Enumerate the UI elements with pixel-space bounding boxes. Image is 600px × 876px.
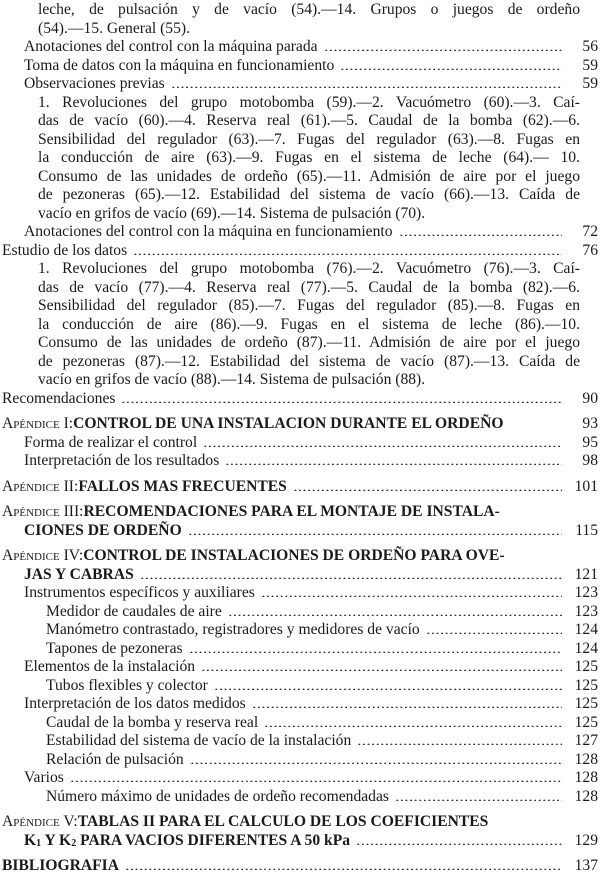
appendix-line [0,547,598,566]
appendix-label: Apéndice II: [2,477,79,495]
appendix-line [0,415,598,434]
page-number: 56 [582,38,598,55]
dot-leader [340,60,562,70]
page-number: 121 [574,565,598,583]
summary-line: de pezoneras (65).—12. Estabilidad del sistema de vacío (66).—13. Caída de [38,186,580,203]
dot-leader [201,661,562,671]
appendix-title: TABLAS II PARA EL CALCULO DE LOS COEFICIENTES [77,813,489,830]
appendix-label: Apéndice V: [2,813,78,830]
toc-entry[interactable] [0,769,598,788]
appendix-label: Apéndice IV: [2,547,84,564]
page-number: 115 [575,521,598,539]
dot-leader [133,245,562,255]
toc-entry[interactable] [0,584,598,603]
dot-leader [261,587,562,597]
page-number: 124 [574,621,598,638]
summary-line: Sensibilidad del regulador (85).—7. Fugas del regulador (85).—8. Fugas en [38,297,580,314]
toc-entry[interactable] [0,75,598,94]
page-number: 129 [574,831,598,849]
summary-line: Sensibilidad del regulador (63).—7. Fugas del regulador (63).—8. Fugas en [38,130,580,148]
entry-title: Estudio de los datos [2,241,128,259]
entry-title: Interpretación de los datos medidos [24,695,246,712]
toc-appendix[interactable] [0,503,598,540]
summary-line: 1. Revoluciones del grupo motobomba (76).—2. Vacuómetro (76).—3. Caí- [38,260,580,277]
summary-line: la conducción de aire (63).—9. Fugas en el sistema de leche (64).— 10. [38,149,580,166]
page-number: 128 [574,769,598,786]
toc-entry[interactable] [0,603,598,622]
dot-leader [121,393,562,403]
page-number: 137 [574,857,598,874]
section-title: BIBLIOGRAFIA [2,857,119,874]
entry-title: Elementos de la instalación [24,658,196,675]
toc-entry[interactable] [0,677,598,696]
appendix-title: $K_1$ Y $K_2$ PARA VACIOS DIFERENTES A 50 kPa [24,831,351,849]
toc-section[interactable] [0,857,598,876]
toc-entry[interactable] [0,640,598,659]
dot-leader [70,772,562,782]
summary-line: vacío en grifos de vacío (69).—14. Sistema de pulsación (70). [38,204,426,222]
appendix-line [0,478,598,497]
page-number: 93 [582,415,598,432]
entry-title: Forma de realizar el control [24,433,198,451]
toc-entry[interactable] [0,788,598,807]
entry-title: Manómetro contrastado, registradores y medidores de vacío [46,621,420,638]
dot-leader [125,860,562,870]
dot-leader [225,455,562,465]
summary-line: 1. Revoluciones del grupo motobomba (59).—2. Vacuómetro (60).—3. Caí- [38,93,580,111]
page-number: 128 [574,787,598,805]
toc-entry[interactable] [0,732,598,751]
dot-leader [140,569,562,579]
appendix-title: FALLOS MAS FRECUENTES [78,477,287,495]
entry-title: Interpretación de los resultados [24,452,220,469]
dot-leader [324,41,562,51]
appendix-line [0,566,598,585]
appendix-title: JAS Y CABRAS [24,565,134,583]
page-number: 98 [582,452,598,469]
toc-appendix[interactable] [0,415,598,434]
page-number: 128 [574,750,598,768]
summary-line: leche, de pulsación y de vacío (54).—14. Grupos o juegos de ordeño [38,1,580,18]
dot-leader [214,680,562,690]
entry-title: Recomendaciones [2,389,116,407]
entry-title: Caudal de la bomba y reserva real [46,713,259,731]
page-number: 76 [582,241,598,259]
entry-title: Observaciones previas [24,75,165,92]
entry-title: Instrumentos específicos y auxiliares [24,584,255,601]
toc-summary-paragraph [0,94,598,224]
dot-leader [356,835,562,845]
page-number: 124 [574,639,598,657]
appendix-line [0,503,598,522]
page-number: 127 [574,732,598,749]
page-number: 123 [574,602,598,620]
toc-entry[interactable] [0,658,598,677]
toc-entry[interactable] [0,751,598,770]
toc-entry[interactable] [0,390,598,409]
toc-entry[interactable] [0,695,598,714]
page-number: 59 [582,75,598,92]
toc-summary-paragraph [0,1,598,38]
toc-entry[interactable] [0,57,598,76]
entry-title: Tapones de pezoneras [46,639,183,657]
appendix-label: Apéndice III: [2,503,84,520]
summary-line: Consumo de las unidades de ordeño (87).—11. Admisión de aire por el juego [38,334,580,351]
dot-leader [188,525,562,535]
dot-leader [395,791,562,801]
toc-entry[interactable] [0,714,598,733]
toc-entry[interactable] [0,452,598,471]
appendix-line [0,813,598,832]
dot-leader [293,481,562,491]
summary-line: la conducción de aire (86).—9. Fugas en el sistema de leche (86).—10. [38,315,580,333]
page-number: 72 [582,223,598,240]
page-number: 125 [574,658,598,675]
toc-appendix[interactable] [0,478,598,497]
dot-leader [189,643,562,653]
page-number: 59 [582,56,598,74]
page-number: 125 [574,695,598,712]
entry-title: Relación de pulsación [46,750,184,768]
appendix-label: Apéndice I: [2,415,74,432]
page-number: 125 [574,713,598,731]
page-number: 123 [574,584,598,601]
appendix-title: CONTROL DE UNA INSTALACION DURANTE EL ORDEÑO [73,415,504,432]
toc-summary-paragraph [0,260,598,390]
dot-leader [203,437,562,447]
entry-title: Medidor de caudales de aire [46,602,222,620]
dot-leader [264,717,562,727]
toc-entry[interactable] [0,242,598,261]
page-number: 95 [582,433,598,451]
toc-entry[interactable] [0,38,598,57]
page-number: 125 [574,676,598,694]
dot-leader [252,698,562,708]
dot-leader [190,754,562,764]
entry-title: Anotaciones del control con la máquina en funcionamiento [24,223,393,240]
appendix-title: CIONES DE ORDEÑO [24,521,182,539]
dot-leader [171,78,562,88]
entry-title: Toma de datos con la máquina en funcionamiento [24,56,335,74]
entry-title: Estabilidad del sistema de vacío de la instalación [46,732,352,749]
page-number: 101 [574,477,598,495]
summary-line: (54).—15. General (55). [38,19,190,37]
dot-leader [228,606,562,616]
dot-leader [426,624,562,634]
entry-title: Número máximo de unidades de ordeño recomendadas [46,787,389,805]
summary-line: das de vacío (77).—4. Reserva real (77).—5. Caudal de la bomba (82).—6. [38,278,580,296]
entry-title: Tubos flexibles y colector [46,676,208,694]
summary-line: vacío en grifos de vacío (88).—14. Sistema de pulsación (88). [38,371,426,388]
toc-appendix[interactable] [0,547,598,584]
appendix-line [0,522,598,541]
toc-appendix[interactable] [0,813,598,850]
entry-title: Anotaciones del control con la máquina parada [24,38,318,55]
summary-line: de pezoneras (87).—12. Estabilidad del sistema de vacío (87).—13. Caída de [38,352,580,370]
summary-line: Consumo de las unidades de ordeño (65).—11. Admisión de aire por el juego [38,167,580,185]
appendix-title: RECOMENDACIONES PARA EL MONTAJE DE INSTALA- [83,503,500,520]
toc-entry[interactable] [0,621,598,640]
table-of-contents [0,1,598,876]
summary-line: das de vacío (60).—4. Reserva real (61).—5. Caudal de la bomba (62).—6. [38,112,580,129]
dot-leader [357,735,562,745]
appendix-line [0,832,598,851]
entry-title: Varios [24,769,64,786]
toc-entry[interactable] [0,223,598,242]
dot-leader [399,226,562,236]
page-number: 90 [582,389,598,407]
appendix-title: CONTROL DE INSTALACIONES DE ORDEÑO PARA OVE- [83,547,505,564]
toc-entry[interactable] [0,434,598,453]
